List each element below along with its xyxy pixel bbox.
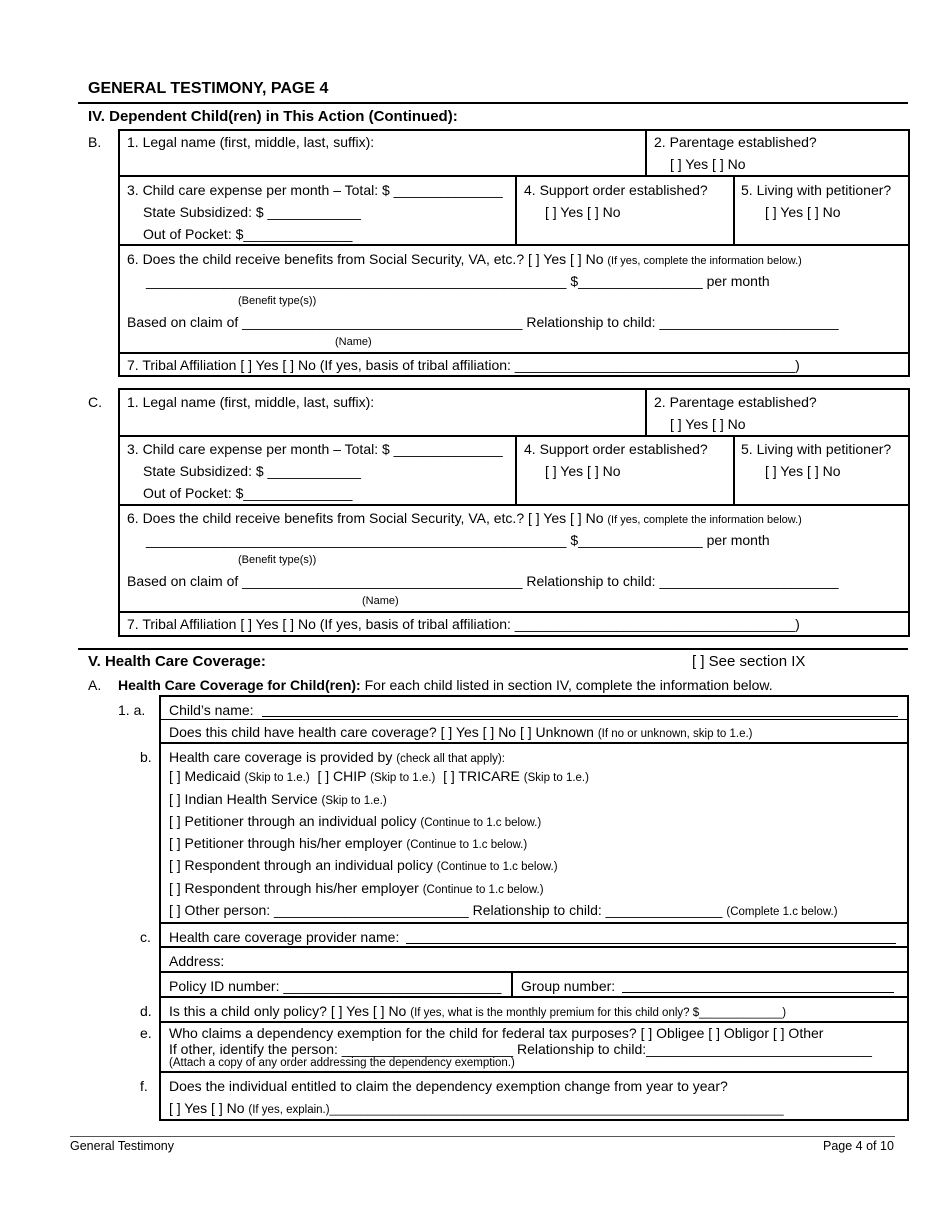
tribal-affiliation-field[interactable]: 7. Tribal Affiliation [ ] Yes [ ] No (If yes, basis of tribal affiliation: ____________________________________) (127, 616, 800, 632)
exemption-other-field[interactable]: If other, identify the person: ______________________ Relationship to child:_____________________________ (169, 1041, 872, 1057)
has-coverage-question[interactable]: Does this child have health care coverage? [ ] Yes [ ] No [ ] Unknown (If no or unknown, skip to 1.e.) (169, 724, 753, 740)
coverage-option-petitioner-employer[interactable]: [ ] Petitioner through his/her employer (Continue to 1.c below.) (169, 835, 528, 851)
coverage-option-indian-health[interactable]: [ ] Indian Health Service (Skip to 1.e.) (169, 791, 387, 807)
coverage-provided-by-label: Health care coverage is provided by (check all that apply): (169, 749, 505, 765)
out-of-pocket-field[interactable]: Out of Pocket: $______________ (143, 226, 353, 242)
childs-name-input[interactable] (262, 716, 898, 717)
support-order-label: 4. Support order established? (524, 182, 708, 198)
parentage-checkbox[interactable]: [ ] Yes [ ] No (670, 416, 746, 432)
section-v-heading: V. Health Care Coverage: (88, 653, 266, 670)
item-letter: b. (140, 749, 152, 765)
legal-name-field[interactable]: 1. Legal name (first, middle, last, suffix): (127, 394, 375, 410)
benefit-type-caption: (Benefit type(s)) (238, 295, 317, 307)
parentage-label: 2. Parentage established? (654, 134, 817, 150)
claim-relationship-field[interactable]: Based on claim of ____________________________________ Relationship to child: _______________________ (127, 314, 839, 330)
child-only-policy-question[interactable]: Is this a child only policy? [ ] Yes [ ] No (If yes, what is the monthly premium for this child only? $_____________) (169, 1003, 787, 1019)
subsection-letter: A. (88, 677, 102, 693)
coverage-option-respondent-employer[interactable]: [ ] Respondent through his/her employer (Continue to 1.c below.) (169, 880, 544, 896)
exemption-attach-note: (Attach a copy of any order addressing the dependency exemption.) (169, 1057, 515, 1069)
benefits-amount-field[interactable]: ______________________________________________________ $________________ per month (146, 273, 770, 289)
footer-left: General Testimony (70, 1139, 174, 1153)
benefits-question[interactable]: 6. Does the child receive benefits from Social Security, VA, etc.? [ ] Yes [ ] No (If yes, complete the information below.) (127, 251, 802, 267)
provider-name-input[interactable] (406, 943, 896, 944)
child-letter: C. (88, 394, 102, 410)
parentage-checkbox[interactable]: [ ] Yes [ ] No (670, 156, 746, 172)
item-letter: d. (140, 1003, 152, 1019)
item-letter: f. (140, 1078, 148, 1094)
subsection-a-title: Health Care Coverage for Child(ren): For each child listed in section IV, complete the information below. (118, 677, 773, 693)
policy-id-field[interactable]: Policy ID number: ____________________________ (169, 978, 502, 994)
exemption-question[interactable]: Who claims a dependency exemption for the child for federal tax purposes? [ ] Obligee [ ] Obligor [ ] Other (169, 1025, 824, 1041)
claim-relationship-field[interactable]: Based on claim of ____________________________________ Relationship to child: _______________________ (127, 573, 839, 589)
divider (78, 102, 908, 104)
page-title: GENERAL TESTIMONY, PAGE 4 (88, 80, 329, 97)
benefits-amount-field[interactable]: ______________________________________________________ $________________ per month (146, 532, 770, 548)
state-subsidized-field[interactable]: State Subsidized: $ ____________ (143, 204, 361, 220)
benefits-question[interactable]: 6. Does the child receive benefits from Social Security, VA, etc.? [ ] Yes [ ] No (If yes, complete the information below.) (127, 510, 802, 526)
section-iv-heading: IV. Dependent Child(ren) in This Action (Continued): (88, 108, 458, 125)
name-caption: (Name) (335, 336, 372, 348)
support-order-checkbox[interactable]: [ ] Yes [ ] No (545, 204, 621, 220)
state-subsidized-field[interactable]: State Subsidized: $ ____________ (143, 463, 361, 479)
coverage-option-petitioner-individual[interactable]: [ ] Petitioner through an individual policy (Continue to 1.c below.) (169, 813, 542, 829)
support-order-label: 4. Support order established? (524, 441, 708, 457)
living-checkbox[interactable]: [ ] Yes [ ] No (765, 463, 841, 479)
living-label: 5. Living with petitioner? (741, 182, 892, 198)
item-letter: e. (140, 1025, 152, 1041)
divider (78, 648, 908, 650)
child-care-total-field[interactable]: 3. Child care expense per month – Total: $ ______________ (127, 182, 503, 198)
benefit-type-caption: (Benefit type(s)) (238, 554, 317, 566)
coverage-option-other-person[interactable]: [ ] Other person: _________________________ Relationship to child: _______________ (Complete 1.c below.) (169, 902, 838, 918)
coverage-option-respondent-individual[interactable]: [ ] Respondent through an individual policy (Continue to 1.c below.) (169, 857, 558, 873)
child-letter: B. (88, 134, 102, 150)
living-checkbox[interactable]: [ ] Yes [ ] No (765, 204, 841, 220)
coverage-public-options[interactable]: [ ] Medicaid (Skip to 1.e.) [ ] CHIP (Skip to 1.e.) [ ] TRICARE (Skip to 1.e.) (169, 768, 589, 784)
support-order-checkbox[interactable]: [ ] Yes [ ] No (545, 463, 621, 479)
childs-name-label: Child’s name: (169, 702, 254, 718)
child-care-total-field[interactable]: 3. Child care expense per month – Total: $ ______________ (127, 441, 503, 457)
see-section-ix-checkbox[interactable]: [ ] See section IX (692, 653, 806, 670)
item-letter: c. (140, 929, 151, 945)
legal-name-field[interactable]: 1. Legal name (first, middle, last, suffix): (127, 134, 375, 150)
living-label: 5. Living with petitioner? (741, 441, 892, 457)
address-field[interactable]: Address: (169, 953, 225, 969)
group-number-input[interactable] (622, 992, 894, 993)
provider-name-label: Health care coverage provider name: (169, 929, 400, 945)
tribal-affiliation-field[interactable]: 7. Tribal Affiliation [ ] Yes [ ] No (If yes, basis of tribal affiliation: ____________________________________) (127, 357, 800, 373)
parentage-label: 2. Parentage established? (654, 394, 817, 410)
name-caption: (Name) (362, 595, 399, 607)
footer-page-number: Page 4 of 10 (823, 1139, 894, 1153)
exemption-change-question: Does the individual entitled to claim the dependency exemption change from year to year? (169, 1078, 728, 1094)
exemption-change-field[interactable]: [ ] Yes [ ] No (If yes, explain.)_______________________________________________________________________ (169, 1100, 784, 1116)
footer-divider (70, 1136, 895, 1137)
group-number-label: Group number: (521, 978, 616, 994)
item-number: 1. a. (118, 702, 146, 718)
out-of-pocket-field[interactable]: Out of Pocket: $______________ (143, 485, 353, 501)
